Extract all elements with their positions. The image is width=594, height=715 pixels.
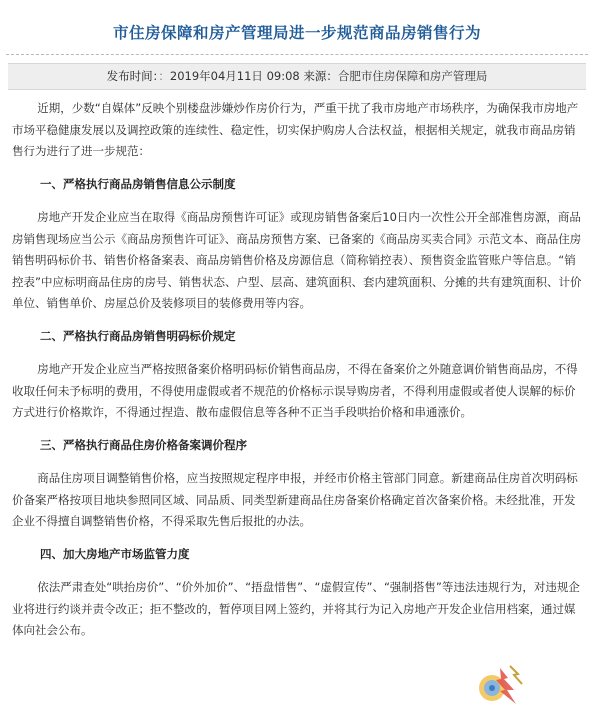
source-value: 合肥市住房保障和房产管理局 [337, 69, 488, 83]
section-heading-4: 四、加大房地产市场监管力度 [40, 546, 190, 561]
section-body-3: 商品住房项目调整销售价格，应当按照规定程序申报，并经市价格主管部门同意。新建商品住房首次明码标价备案严格按项目地块参照同区域、同品质、同类型新建商品住房备案价格确定首次备案价格。未经批准，开发企业不得擅自调整销售价格，不得采取先售后报批的办法。 [12, 471, 578, 528]
section-heading-1: 一、严格执行商品房销售信息公示制度 [40, 176, 236, 191]
title-divider [6, 54, 588, 55]
publish-time-value: 2019年04月11日 09:08 [169, 69, 300, 83]
section-body-1: 房地产开发企业应当在取得《商品房预售许可证》或现房销售备案后10日内一次性公开全部准售房源，商品房销售现场应当公示《商品房预售许可证》、商品房预售方案、已备案的《商品房买卖合同》示范文本、商品住房销售明码标价书、销售价格备案表、商品房销售价格及房源信息（简称销控表）、预售资金监管账户等信息。“销控表”中应标明商品住房的房号、销售状态、户型、层高、建筑面积、套内建筑面积、分摊的共有建筑面积、计价单位、销售单价、房屋总价及装修项目的装修费用等内容。 [12, 210, 582, 310]
source-label: 来源： [303, 69, 338, 83]
intro-paragraph: 近期，少数“自媒体”反映个别楼盘涉嫌炒作房价行为，严重干扰了我市房地产市场秩序，为确保我市房地产市场平稳健康发展以及调控政策的连续性、稳定性，切实保护购房人合法权益，根据相关规定，就我市商品房销售行为进行了进一步规范： [12, 101, 579, 158]
article-body [12, 98, 582, 642]
article-meta-bar [8, 63, 586, 90]
section-heading-2: 二、严格执行商品房销售明码标价规定 [40, 328, 236, 343]
section-body-4: 依法严肃查处“哄抬房价”、“价外加价”、“捂盘惜售”、“虚假宣传”、“强制搭售”等违法违规行为，对违规企业将进行约谈并责令改正；拒不整改的，暂停项目网上签约，并将其行为记入房地产开发企业信用档案，通过媒体向社会公布。 [12, 580, 580, 637]
section-heading-3: 三、严格执行商品住房价格备案调价程序 [40, 437, 247, 452]
article-title: 市住房保障和房产管理局进一步规范商品房销售行为 [112, 24, 481, 42]
separator-dot: ： [158, 69, 170, 83]
watermark-badge-icon [470, 660, 526, 712]
publish-time-label: 发布时间： [106, 69, 159, 83]
section-body-2: 房地产开发企业应当严格按照备案价格明码标价销售商品房，不得在备案价之外随意调价销售商品房，不得收取任何未予标明的费用，不得使用虚假或者不规范的价格标示误导购房者，不得利用虚假或者使人误解的标价方式进行价格欺诈，不得通过捏造、散布虚假信息等各种不正当手段哄抬价格和串通涨价。 [12, 362, 578, 419]
